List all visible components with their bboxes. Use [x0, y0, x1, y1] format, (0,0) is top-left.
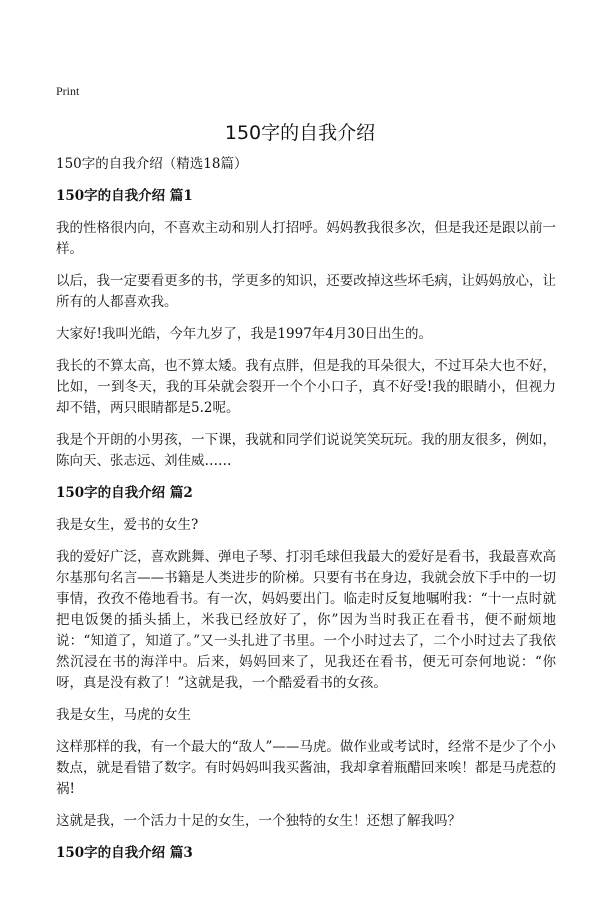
section-heading: 150字的自我介绍 篇2: [56, 485, 193, 501]
paragraph: 我的爱好广泛，喜欢跳舞、弹电子琴、打羽毛球但我最大的爱好是看书，我最喜欢高尔基那句名言——书籍是人类进步的阶梯。只要有书在身边，我就会放下手中的一切事情，孜孜不倦地看书。有一次，妈妈要出门。临走时反复地嘱咐我：“十一点时就把电饭煲的插头插上，米我已经放好了，你”因为当时我正在看书，便不耐烦地说：“知道了，知道了。”又一头扎进了书里。一个小时过去了，二个小时过去了我依然沉浸在书的海洋中。后来，妈妈回来了，见我还在看书，便无可奈何地说：“你呀，真是没有救了！”这就是我，一个酷爱看书的女孩。: [56, 549, 556, 691]
section-heading: 150字的自我介绍 篇3: [56, 845, 193, 861]
print-link[interactable]: Print: [56, 84, 80, 98]
paragraph: 我是女生，马虎的女生: [56, 707, 191, 723]
section-3: [56, 843, 556, 863]
section-heading: 150字的自我介绍 篇1: [56, 188, 193, 204]
paragraph: 我的性格很内向，不喜欢主动和别人打招呼。妈妈教我很多次，但是我还是跟以前一样。: [56, 220, 556, 257]
section-1: [56, 186, 556, 472]
paragraph: 这样那样的我，有一个最大的“敌人”——马虎。做作业或考试时，经常不是少了个小数点，就是看错了数字。有时妈妈叫我买酱油，我却拿着瓶醋回来唉！都是马虎惹的祸!: [56, 739, 556, 797]
paragraph: 我是女生，爱书的女生?: [56, 517, 199, 533]
article-body: [56, 154, 556, 875]
paragraph: 我长的不算太高，也不算太矮。我有点胖，但是我的耳朵很大，不过耳朵大也不好，比如，一到冬天，我的耳朵就会裂开一个个小口子，真不好受!我的眼睛小，但视力却不错，两只眼睛都是5.2呢。: [56, 358, 556, 416]
section-2: [56, 483, 556, 832]
paragraph: 我是个开朗的小男孩，一下课，我就和同学们说说笑笑玩玩。我的朋友很多，例如，陈向天、张志远、刘佳威……: [56, 432, 556, 469]
paragraph: 这就是我，一个活力十足的女生，一个独特的女生！还想了解我吗？: [56, 813, 461, 829]
paragraph: 大家好!我叫光皓，今年九岁了，我是1997年4月30日出生的。: [56, 326, 433, 342]
article-subtitle: 150字的自我介绍（精选18篇）: [56, 156, 248, 172]
paragraph: 以后，我一定要看更多的书，学更多的知识，还要改掉这些坏毛病，让妈妈放心，让所有的人都喜欢我。: [56, 273, 556, 310]
page-title: 150字的自我介绍: [224, 122, 376, 144]
